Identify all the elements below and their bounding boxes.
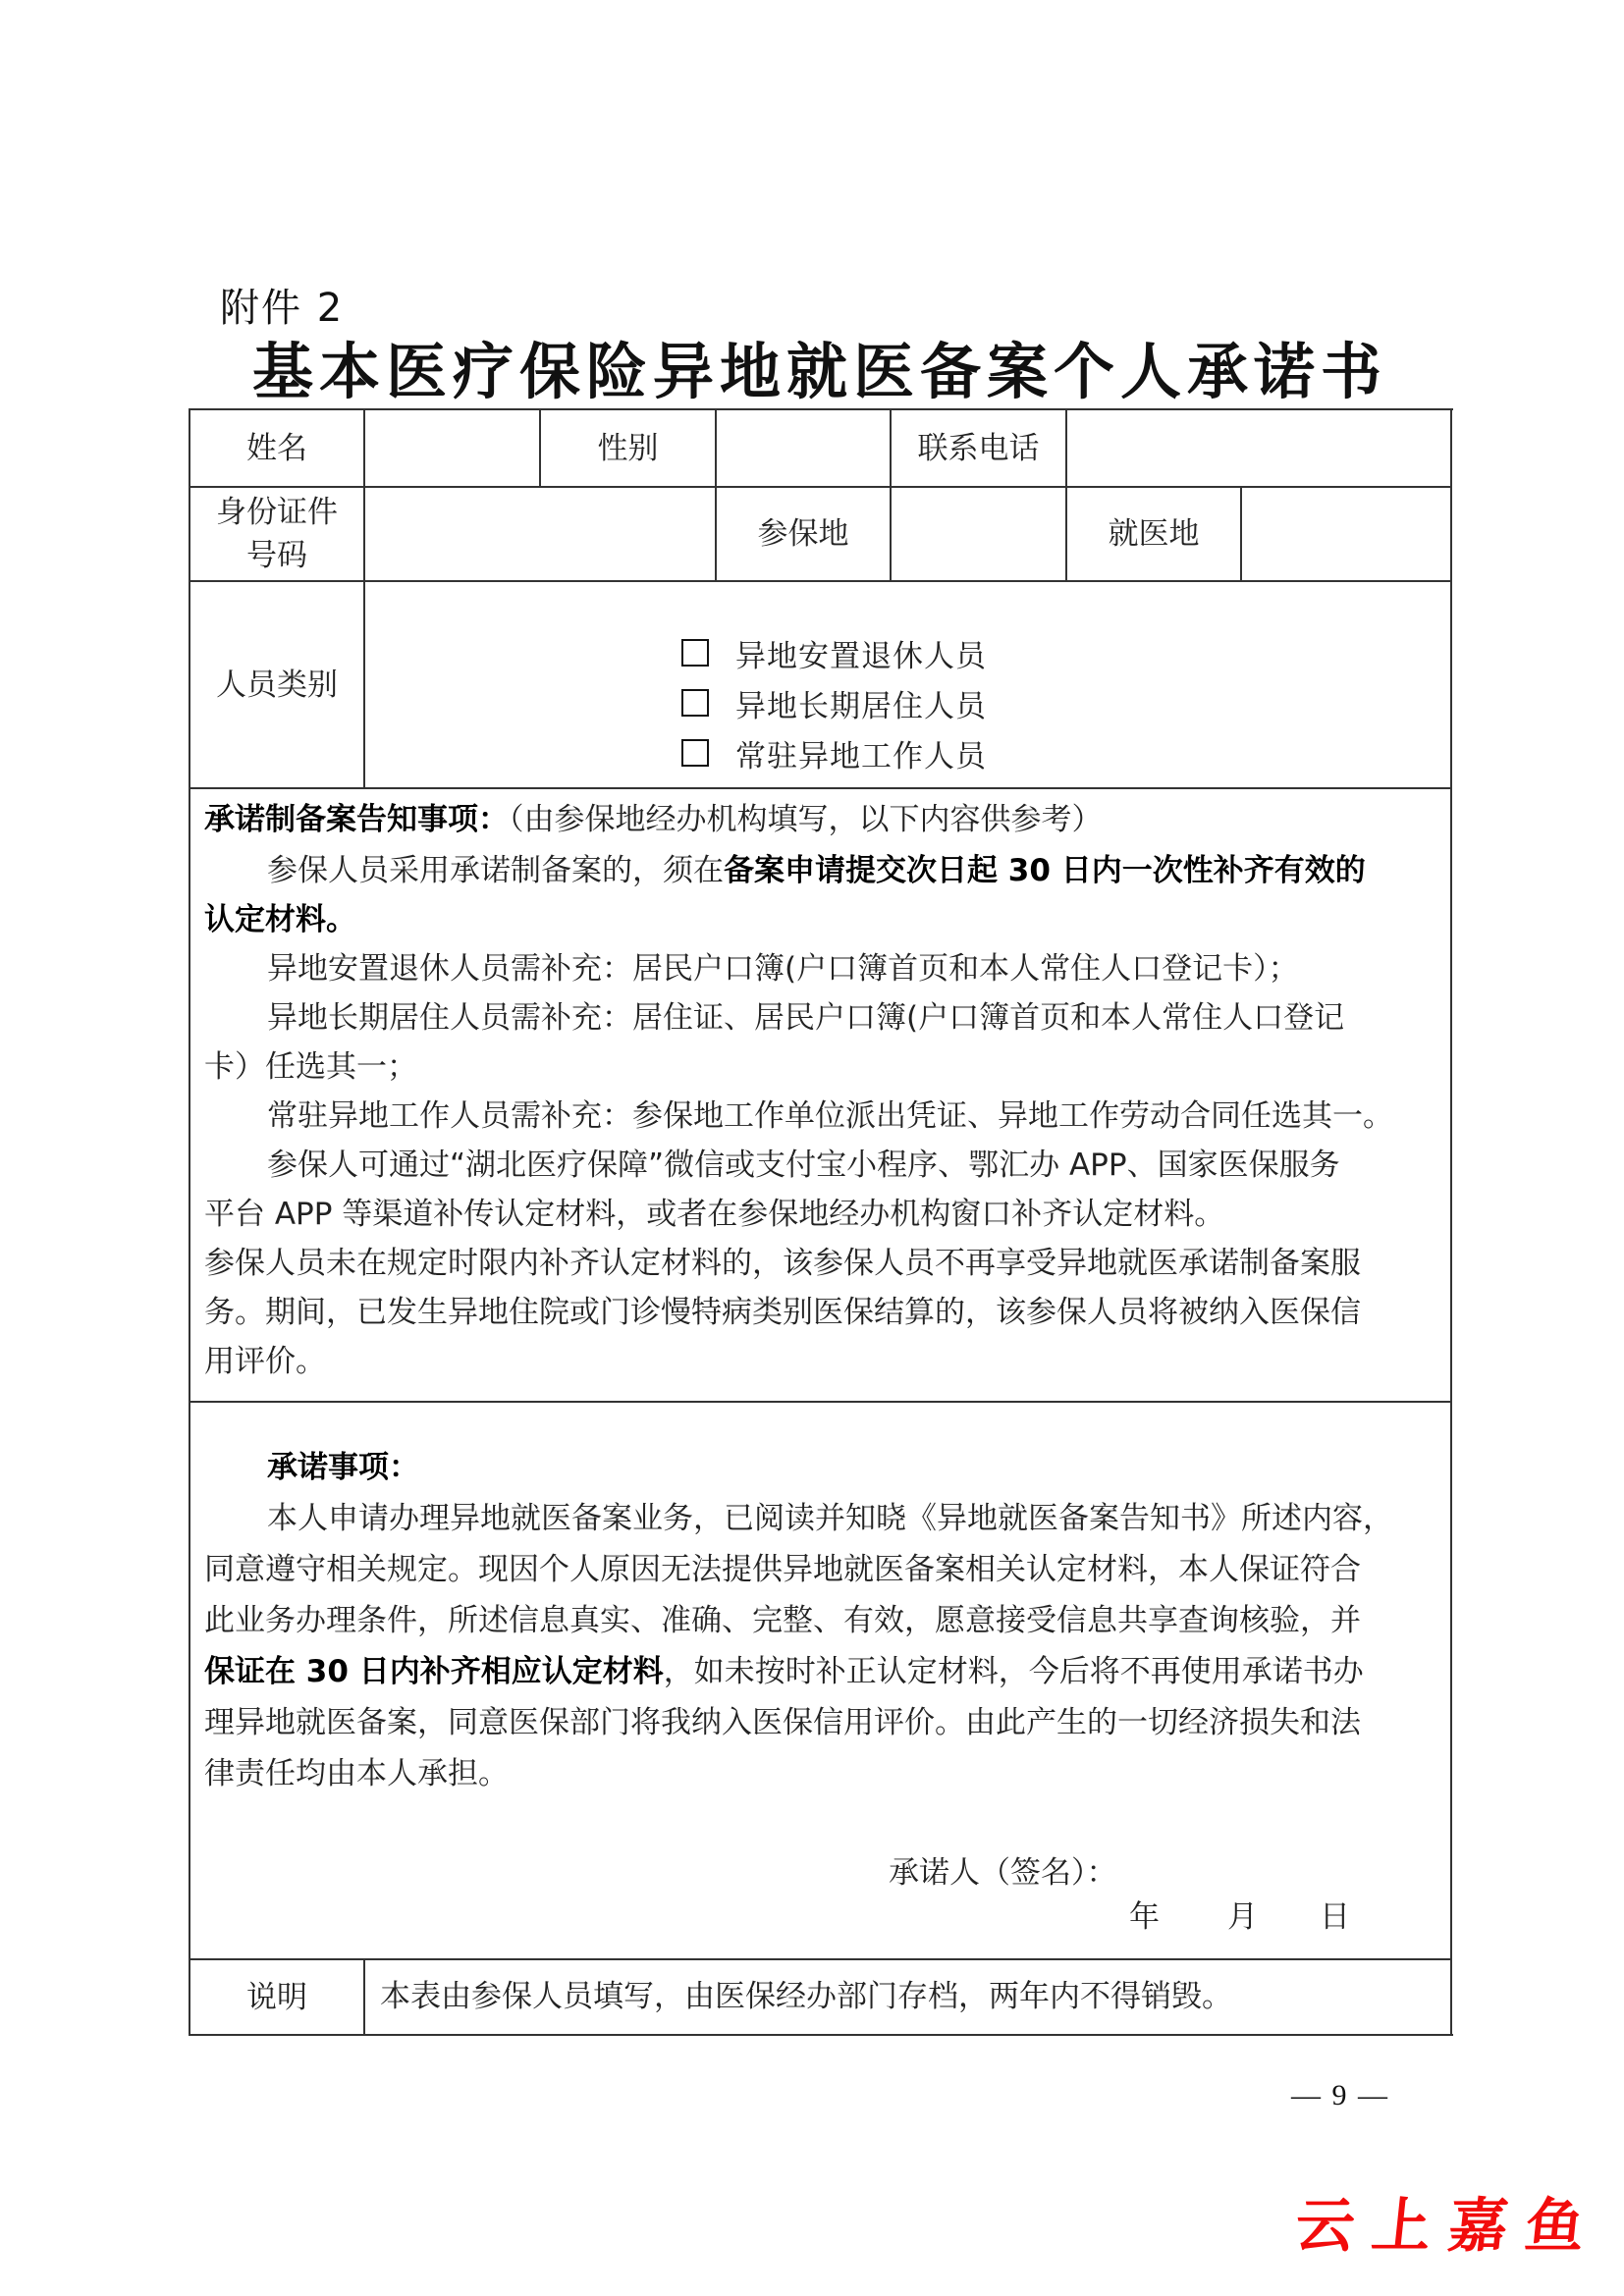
notice-text-bold: 认定材料。 xyxy=(204,902,356,937)
notice-heading-note: （由参保地经办机构填写，以下内容供参考） xyxy=(509,802,1103,837)
date-year-label: 年 xyxy=(1129,1899,1160,1935)
table-border-bottom xyxy=(189,2034,1453,2036)
commitment-heading-text: 承诺事项： xyxy=(267,1450,419,1485)
category-option[interactable] xyxy=(681,683,987,722)
commitment-paragraph: 本人申请办理异地就医备案业务，已阅读并知晓《异地就医备案告知书》所述内容， xyxy=(267,1501,1393,1536)
row-divider xyxy=(189,580,1452,582)
commitment-paragraph: 此业务办理条件，所述信息真实、准确、完整、有效，愿意接受信息共享查询核验，并 xyxy=(204,1603,1361,1638)
commitment-paragraph: 律责任均由本人承担。 xyxy=(204,1756,509,1791)
notice-paragraph: 异地长期居住人员需补充：居住证、居民户口簿(户口簿首页和本人常住人口登记 xyxy=(267,1000,1345,1036)
checkbox[interactable] xyxy=(681,689,709,717)
commitment-heading xyxy=(204,1443,1506,1492)
signer-label: 承诺人（签名）： xyxy=(889,1855,1117,1891)
date-day-label: 日 xyxy=(1320,1899,1350,1935)
table-border-right xyxy=(1450,408,1452,2036)
commitment-paragraph: 理异地就医备案，同意医保部门将我纳入医保信用评价。由此产生的一切经济损失和法 xyxy=(204,1705,1361,1740)
notice-paragraph: 用评价。 xyxy=(204,1344,326,1379)
notice-paragraph xyxy=(204,846,1506,895)
insured-place-label: 参保地 xyxy=(757,516,849,552)
remark-label: 说明 xyxy=(246,1979,307,2015)
attachment-label: 附件 2 xyxy=(220,286,345,331)
notice-paragraph: 常驻异地工作人员需补充：参保地工作单位派出凭证、异地工作劳动合同任选其一。 xyxy=(267,1098,1393,1134)
row-divider xyxy=(189,1958,1452,1960)
checkbox[interactable] xyxy=(681,639,709,667)
row-divider xyxy=(189,1401,1452,1403)
checkbox[interactable] xyxy=(681,739,709,767)
gender-label: 性别 xyxy=(597,430,659,466)
notice-text-bold: 备案申请提交次日起 30 日内一次性补齐有效的 xyxy=(724,853,1366,888)
medical-place-label: 就医地 xyxy=(1108,516,1200,552)
id-label-line2: 号码 xyxy=(246,538,307,573)
id-number-label xyxy=(190,488,363,580)
category-option-label: 异地安置退休人员 xyxy=(735,638,987,674)
commitment-paragraph: 同意遵守相关规定。现因个人原因无法提供异地就医备案相关认定材料，本人保证符合 xyxy=(204,1552,1361,1587)
notice-heading: 承诺制备案告知事项： xyxy=(204,802,509,837)
page-title: 基本医疗保险异地就医备案个人承诺书 xyxy=(251,336,1387,407)
notice-paragraph: 卡）任选其一； xyxy=(204,1049,417,1085)
notice-paragraph: 平台 APP 等渠道补传认定材料，或者在参保地经办机构窗口补齐认定材料。 xyxy=(204,1197,1225,1232)
remark-text: 本表由参保人员填写，由医保经办部门存档，两年内不得销毁。 xyxy=(380,1979,1232,2014)
notice-paragraph xyxy=(204,895,1443,944)
date-month-label: 月 xyxy=(1227,1899,1258,1935)
commitment-paragraph xyxy=(204,1647,1443,1696)
gender-input[interactable] xyxy=(717,410,890,486)
watermark-stamp: 云上嘉鱼 xyxy=(1291,2192,1606,2261)
id-label-line1: 身份证件 xyxy=(216,495,338,530)
insured-place-input[interactable] xyxy=(892,488,1065,580)
category-option-label: 常驻异地工作人员 xyxy=(735,738,987,774)
row-divider xyxy=(189,787,1452,789)
phone-input[interactable] xyxy=(1067,410,1450,486)
notice-paragraph: 务。期间，已发生异地住院或门诊慢特病类别医保结算的，该参保人员将被纳入医保信 xyxy=(204,1295,1361,1330)
notice-paragraph: 参保人员未在规定时限内补齐认定材料的，该参保人员不再享受异地就医承诺制备案服 xyxy=(204,1246,1361,1281)
commitment-text: ，如未按时补正认定材料，今后将不再使用承诺书办 xyxy=(663,1654,1364,1689)
signature-field[interactable] xyxy=(1296,1853,1434,1893)
medical-place-input[interactable] xyxy=(1242,488,1450,580)
category-option[interactable] xyxy=(681,733,987,773)
notice-paragraph: 参保人可通过“湖北医疗保障”微信或支付宝小程序、鄂汇办 APP、国家医保服务 xyxy=(267,1148,1340,1183)
name-input[interactable] xyxy=(365,410,539,486)
notice-text: 参保人员采用承诺制备案的，须在 xyxy=(267,853,724,888)
category-option-label: 异地长期居住人员 xyxy=(735,688,987,724)
name-label: 姓名 xyxy=(246,430,307,466)
commitment-text-bold: 保证在 30 日内补齐相应认定材料 xyxy=(204,1654,664,1689)
id-number-input[interactable] xyxy=(365,488,715,580)
phone-label: 联系电话 xyxy=(917,430,1040,466)
category-option[interactable] xyxy=(681,633,987,672)
page-number: — 9 — xyxy=(1291,2079,1389,2111)
notice-heading-line xyxy=(204,795,1443,844)
notice-paragraph: 异地安置退休人员需补充：居民户口簿(户口簿首页和本人常住人口登记卡）； xyxy=(267,951,1299,987)
category-label: 人员类别 xyxy=(216,667,338,703)
col-divider xyxy=(363,1958,365,2035)
